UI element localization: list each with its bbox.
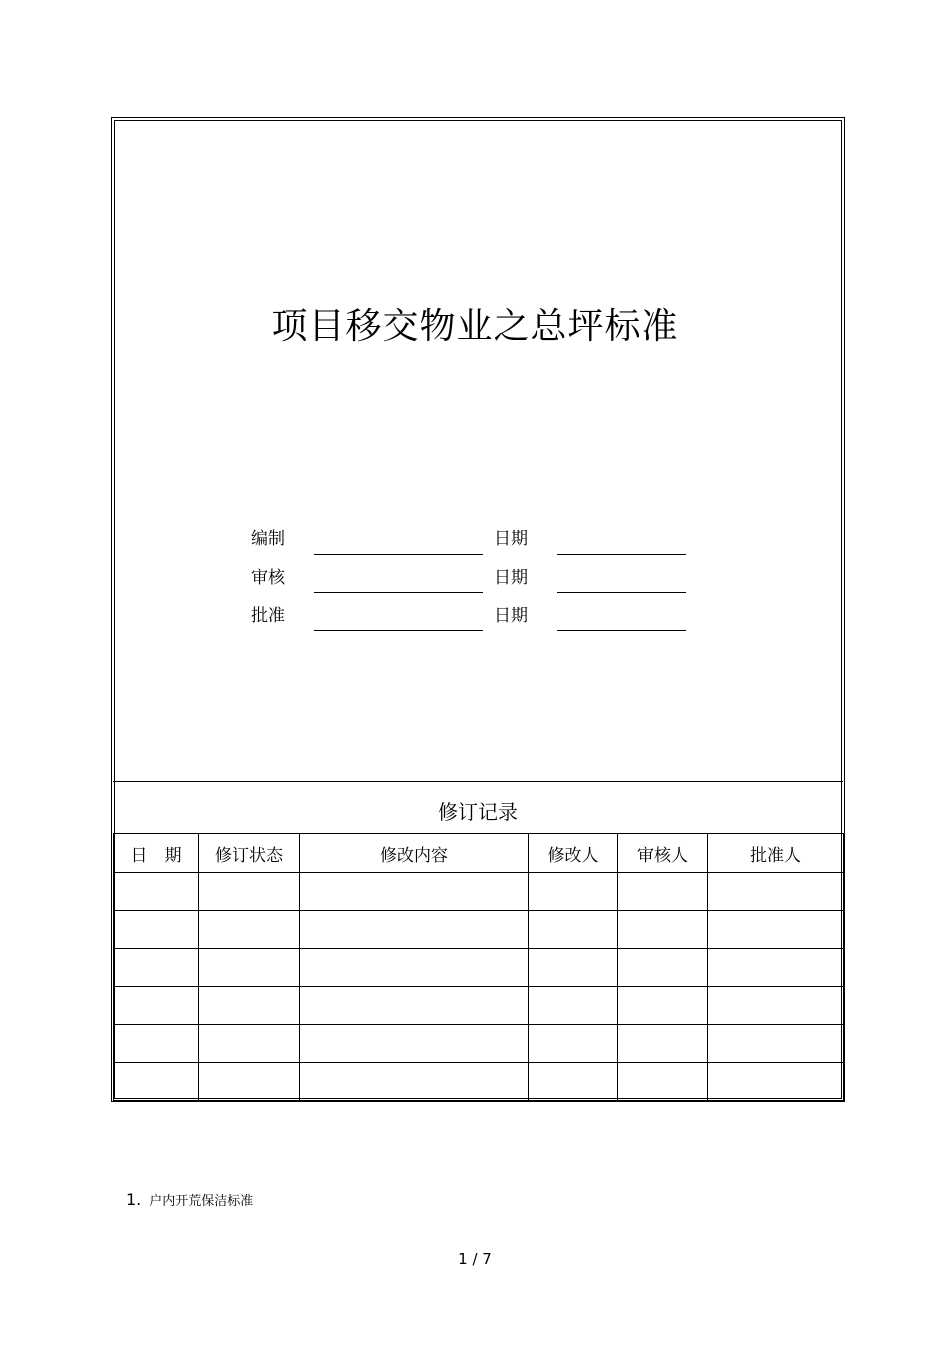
table-cell	[529, 987, 618, 1025]
table-cell	[199, 873, 300, 911]
table-cell	[708, 911, 844, 949]
table-cell	[529, 873, 618, 911]
date-line-compiled	[557, 554, 686, 555]
table-cell	[114, 873, 199, 911]
table-cell	[199, 1025, 300, 1063]
table-cell	[618, 1025, 708, 1063]
revision-divider	[113, 781, 843, 782]
table-cell	[300, 987, 529, 1025]
revision-header-row	[114, 834, 844, 873]
table-cell	[529, 1063, 618, 1101]
signature-line-compiled	[314, 554, 483, 555]
page-indicator: 1 / 7	[458, 1250, 492, 1268]
header-revision-status: 修订状态	[199, 834, 300, 873]
table-row	[114, 873, 844, 911]
table-cell	[708, 949, 844, 987]
table-row	[114, 1025, 844, 1063]
revision-table	[113, 833, 844, 1101]
section-heading	[126, 1190, 253, 1209]
table-cell	[708, 1063, 844, 1101]
date-label-compiled: 日期	[494, 529, 528, 549]
date-label-reviewed: 日期	[494, 568, 528, 588]
table-cell	[199, 987, 300, 1025]
section-title: 户内开荒保洁标准	[149, 1194, 254, 1209]
date-label-approved: 日期	[494, 606, 528, 626]
table-cell	[618, 987, 708, 1025]
signature-label-compiled: 编制	[251, 529, 285, 549]
table-row	[114, 1063, 844, 1101]
section-number: 1.	[126, 1190, 142, 1209]
table-cell	[114, 1063, 199, 1101]
table-cell	[618, 873, 708, 911]
signature-label-reviewed: 审核	[251, 568, 285, 588]
table-cell	[708, 987, 844, 1025]
date-line-approved	[557, 630, 686, 631]
table-cell	[300, 1025, 529, 1063]
table-row	[114, 949, 844, 987]
table-cell	[114, 949, 199, 987]
table-cell	[708, 873, 844, 911]
date-line-reviewed	[557, 592, 686, 593]
table-cell	[199, 949, 300, 987]
signature-line-approved	[314, 630, 483, 631]
table-cell	[618, 911, 708, 949]
header-date: 日 期	[114, 834, 199, 873]
table-cell	[529, 911, 618, 949]
header-approver: 批准人	[708, 834, 844, 873]
table-cell	[708, 1025, 844, 1063]
table-cell	[618, 1063, 708, 1101]
table-cell	[114, 1025, 199, 1063]
document-title: 项目移交物业之总坪标准	[271, 306, 679, 347]
signature-label-approved: 批准	[251, 606, 285, 626]
table-cell	[529, 949, 618, 987]
header-change-content: 修改内容	[300, 834, 529, 873]
table-cell	[300, 873, 529, 911]
table-row	[114, 987, 844, 1025]
table-row	[114, 911, 844, 949]
signature-line-reviewed	[314, 592, 483, 593]
table-cell	[114, 911, 199, 949]
table-cell	[199, 911, 300, 949]
table-cell	[618, 949, 708, 987]
table-cell	[114, 987, 199, 1025]
table-cell	[300, 949, 529, 987]
table-cell	[199, 1063, 300, 1101]
header-reviewer: 审核人	[618, 834, 708, 873]
header-modifier: 修改人	[529, 834, 618, 873]
table-cell	[529, 1025, 618, 1063]
revision-title: 修订记录	[438, 800, 518, 824]
table-cell	[300, 911, 529, 949]
table-cell	[300, 1063, 529, 1101]
